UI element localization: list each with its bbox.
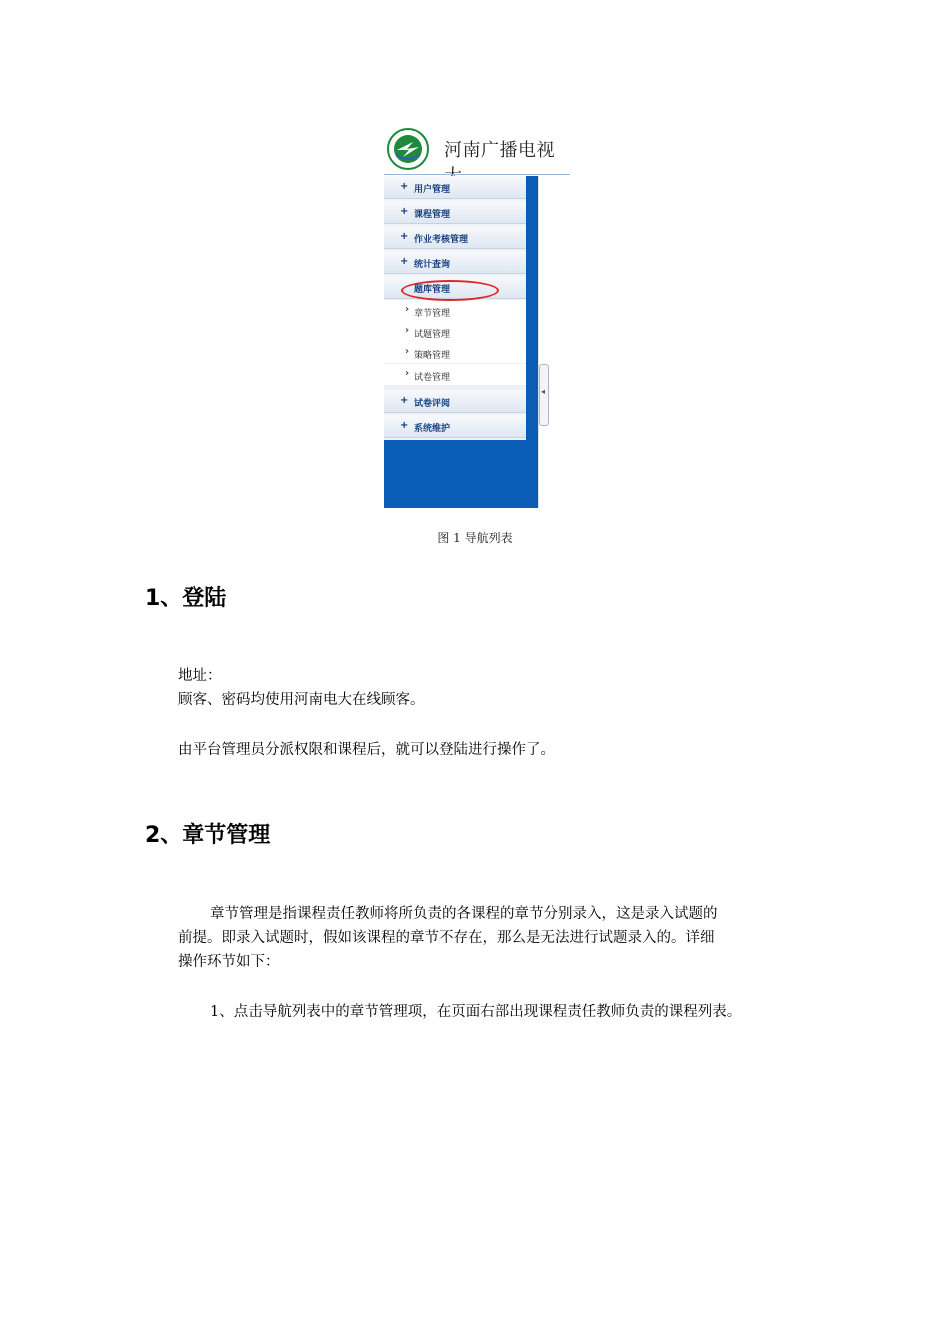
splitter-strip <box>538 176 551 508</box>
section-heading-chapter-management: 2、章节管理 <box>145 823 271 848</box>
sub-item-chapter-management[interactable] <box>384 300 526 321</box>
collapse-handle[interactable] <box>539 364 549 426</box>
nav-item-paper-review[interactable] <box>384 390 526 413</box>
nav-item-assessment-management[interactable] <box>384 226 526 249</box>
chevron-left-icon: ◂ <box>541 387 546 396</box>
nav-item-system-maintenance[interactable] <box>384 415 526 438</box>
nav-item-label: 系统维护 <box>414 424 451 434</box>
nav-item-label: 题库管理 <box>414 285 451 295</box>
sub-item-label: 试卷管理 <box>414 373 451 383</box>
nav-panel <box>384 176 538 508</box>
sub-item-label: 策略管理 <box>414 351 451 361</box>
nav-item-label: 用户管理 <box>414 185 451 195</box>
section-heading-login: 1、登陆 <box>145 586 227 611</box>
nav-item-course-management[interactable] <box>384 201 526 224</box>
sub-item-paper-management[interactable] <box>384 364 526 385</box>
permission-note: 由平台管理员分派权限和课程后，就可以登陆进行操作了。 <box>178 742 555 758</box>
university-emblem-icon <box>387 128 429 170</box>
chevron-right-icon: › <box>405 325 410 336</box>
expand-icon: + <box>400 231 409 242</box>
chevron-right-icon: › <box>405 368 410 379</box>
sub-item-label: 章节管理 <box>414 309 451 319</box>
expand-icon: + <box>400 181 409 192</box>
divider <box>384 174 570 175</box>
chevron-right-icon: › <box>405 304 410 315</box>
expand-icon: + <box>400 420 409 431</box>
logo-bar <box>384 122 570 175</box>
nav-item-user-management[interactable] <box>384 176 526 199</box>
expand-icon: + <box>400 256 409 267</box>
logo-text: 河南广播电视 <box>444 140 555 161</box>
nav-list <box>384 176 526 440</box>
nav-item-label: 作业考核管理 <box>414 235 469 245</box>
highlight-ring <box>401 280 499 301</box>
nav-item-statistics[interactable] <box>384 251 526 274</box>
figure-caption: 图 1 导航列表 <box>437 531 513 545</box>
expand-icon: + <box>400 206 409 217</box>
nav-item-label: 试卷评阅 <box>414 399 451 409</box>
nav-item-label: 统计查询 <box>414 260 451 270</box>
chevron-right-icon: › <box>405 346 410 357</box>
expand-icon: + <box>400 395 409 406</box>
sub-item-strategy-management[interactable] <box>384 342 526 363</box>
step-instruction: 1、点击导航列表中的章节管理项，在页面右部出现课程责任教师负责的课程列表。 <box>210 1004 742 1020</box>
account-note: 顾客、密码均使用河南电大在线顾客。 <box>178 692 425 708</box>
navigation-screenshot <box>384 122 570 508</box>
nav-item-label: 课程管理 <box>414 210 451 220</box>
intro-paragraph-line: 章节管理是指课程责任教师将所负责的各课程的章节分别录入，这是录入试题的 <box>210 906 718 922</box>
intro-paragraph-line: 前提。即录入试题时，假如该课程的章节不存在，那么是无法进行试题录入的。详细 <box>178 930 715 946</box>
address-label: 地址： <box>178 668 222 684</box>
intro-paragraph-line: 操作环节如下： <box>178 954 280 970</box>
sub-item-question-management[interactable] <box>384 321 526 342</box>
sub-item-label: 试题管理 <box>414 330 451 340</box>
